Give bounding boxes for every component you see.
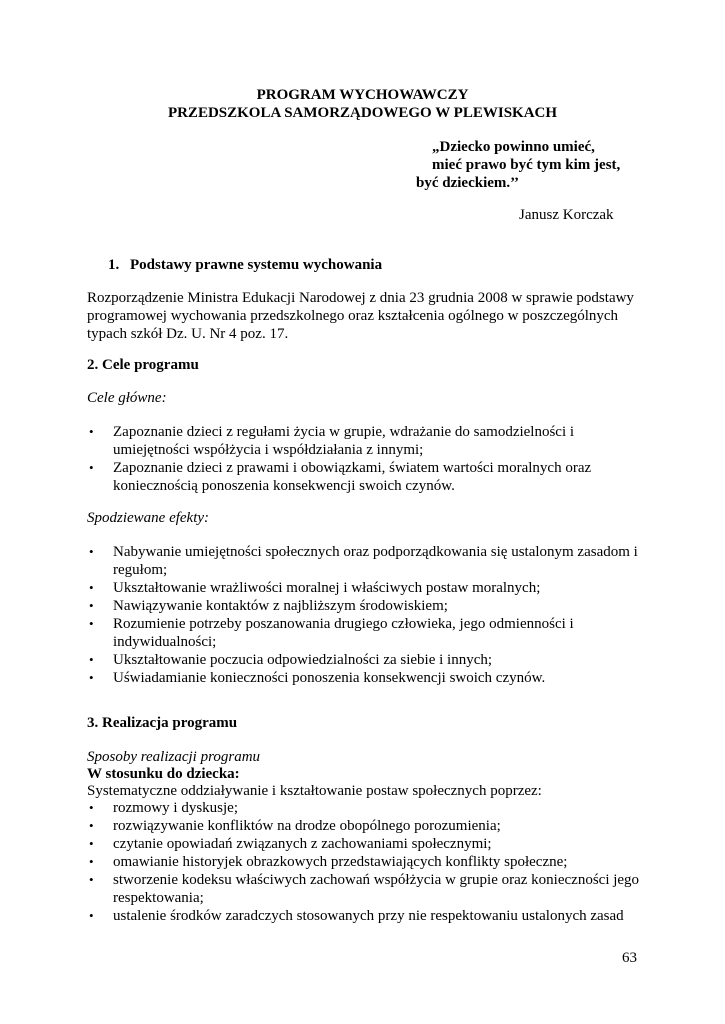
motto-line-1: „Dziecko powinno umieć,	[432, 139, 595, 155]
list-item	[87, 579, 647, 597]
list-item	[87, 459, 647, 495]
bullet-icon: •	[89, 854, 94, 869]
list-item	[87, 907, 647, 925]
list-item	[87, 651, 647, 669]
paragraph-line: Rozporządzenie Ministra Edukacji Narodowej z dnia 23 grudnia 2008 w sprawie podstawy	[87, 290, 634, 306]
bullet-icon: •	[89, 818, 94, 833]
bullet-icon: •	[89, 460, 94, 475]
list-item	[87, 835, 647, 853]
section-1-paragraph	[87, 289, 647, 343]
bullet-icon: •	[89, 580, 94, 595]
list-item-line: regułom;	[113, 562, 168, 578]
list-item-line: czytanie opowiadań związanych z zachowaniami społecznymi;	[113, 836, 492, 852]
realization-intro: Systematyczne oddziaływanie i kształtowanie postaw społecznych poprzez:	[87, 783, 542, 799]
list-item-line: omawianie historyjek obrazkowych przedstawiających konflikty społeczne;	[113, 854, 568, 870]
list-item	[87, 871, 647, 907]
list-item	[87, 615, 647, 651]
section-1-number: 1.	[108, 257, 120, 273]
list-item-line: Zapoznanie dzieci z regułami życia w grupie, wdrażanie do samodzielności i	[113, 424, 575, 440]
bullet-icon: •	[89, 872, 94, 887]
list-item	[87, 669, 647, 687]
title-line-1: PROGRAM WYCHOWAWCZY	[256, 87, 469, 103]
list-item-line: respektowania;	[113, 890, 204, 906]
list-item-line: Zapoznanie dzieci z prawami i obowiązkami, światem wartości moralnych oraz	[113, 460, 592, 476]
bullet-icon: •	[89, 836, 94, 851]
paragraph-line: typach szkół Dz. U. Nr 4 poz. 17.	[87, 326, 289, 342]
list-item-line: ustalenie środków zaradczych stosowanych przy nie respektowaniu ustalonych zasad	[113, 908, 624, 924]
section-1-heading-text: Podstawy prawne systemu wychowania	[130, 257, 383, 273]
list-item	[87, 853, 647, 871]
page-number: 63	[622, 950, 637, 966]
paragraph-line: programowej wychowania przedszkolnego oraz kształcenia ogólnego w poszczególnych	[87, 308, 619, 324]
motto-line-3: być dzieckiem.’’	[416, 175, 520, 191]
bullet-icon: •	[89, 598, 94, 613]
section-3-heading: 3. Realizacja programu	[87, 715, 238, 731]
bullet-icon: •	[89, 652, 94, 667]
list-item	[87, 543, 647, 579]
list-item	[87, 423, 647, 459]
list-item	[87, 799, 647, 817]
list-item-line: Nabywanie umiejętności społecznych oraz podporządkowania się ustalonym zasadom i	[113, 544, 638, 560]
motto-author: Janusz Korczak	[519, 207, 614, 223]
bullet-icon: •	[89, 908, 94, 923]
list-item-line: rozmowy i dyskusje;	[113, 800, 238, 816]
child-label: W stosunku do dziecka:	[87, 766, 240, 782]
motto-line-2: mieć prawo być tym kim jest,	[432, 157, 621, 173]
list-item-line: koniecznością ponoszenia konsekwencji swoich czynów.	[113, 478, 455, 494]
bullet-icon: •	[89, 670, 94, 685]
realization-list	[87, 799, 647, 925]
list-item-line: Ukształtowanie poczucia odpowiedzialności za siebie i innych;	[113, 652, 493, 668]
bullet-icon: •	[89, 800, 94, 815]
methods-label: Sposoby realizacji programu	[87, 749, 261, 765]
goals-list	[87, 423, 647, 495]
effects-list	[87, 543, 647, 687]
list-item-line: Nawiązywanie kontaktów z najbliższym środowiskiem;	[113, 598, 448, 614]
title-line-2: PRZEDSZKOLA SAMORZĄDOWEGO W PLEWISKACH	[167, 105, 558, 121]
list-item-line: umiejętności współżycia i współdziałania z innymi;	[113, 442, 424, 458]
list-item-line: indywidualności;	[113, 634, 217, 650]
effects-label: Spodziewane efekty:	[87, 510, 210, 526]
list-item	[87, 597, 647, 615]
list-item	[87, 817, 647, 835]
section-1-heading	[108, 256, 382, 274]
list-item-line: stworzenie kodeksu właściwych zachowań współżycia w grupie oraz konieczności jego	[113, 872, 640, 888]
list-item-line: Rozumienie potrzeby poszanowania drugiego człowieka, jego odmienności i	[113, 616, 574, 632]
bullet-icon: •	[89, 616, 94, 631]
bullet-icon: •	[89, 544, 94, 559]
bullet-icon: •	[89, 424, 94, 439]
goals-label: Cele główne:	[87, 390, 167, 406]
list-item-line: Ukształtowanie wrażliwości moralnej i właściwych postaw moralnych;	[113, 580, 541, 596]
list-item-line: Uświadamianie konieczności ponoszenia konsekwencji swoich czynów.	[113, 670, 546, 686]
section-2-heading: 2. Cele programu	[87, 357, 199, 373]
list-item-line: rozwiązywanie konfliktów na drodze obopólnego porozumienia;	[113, 818, 501, 834]
